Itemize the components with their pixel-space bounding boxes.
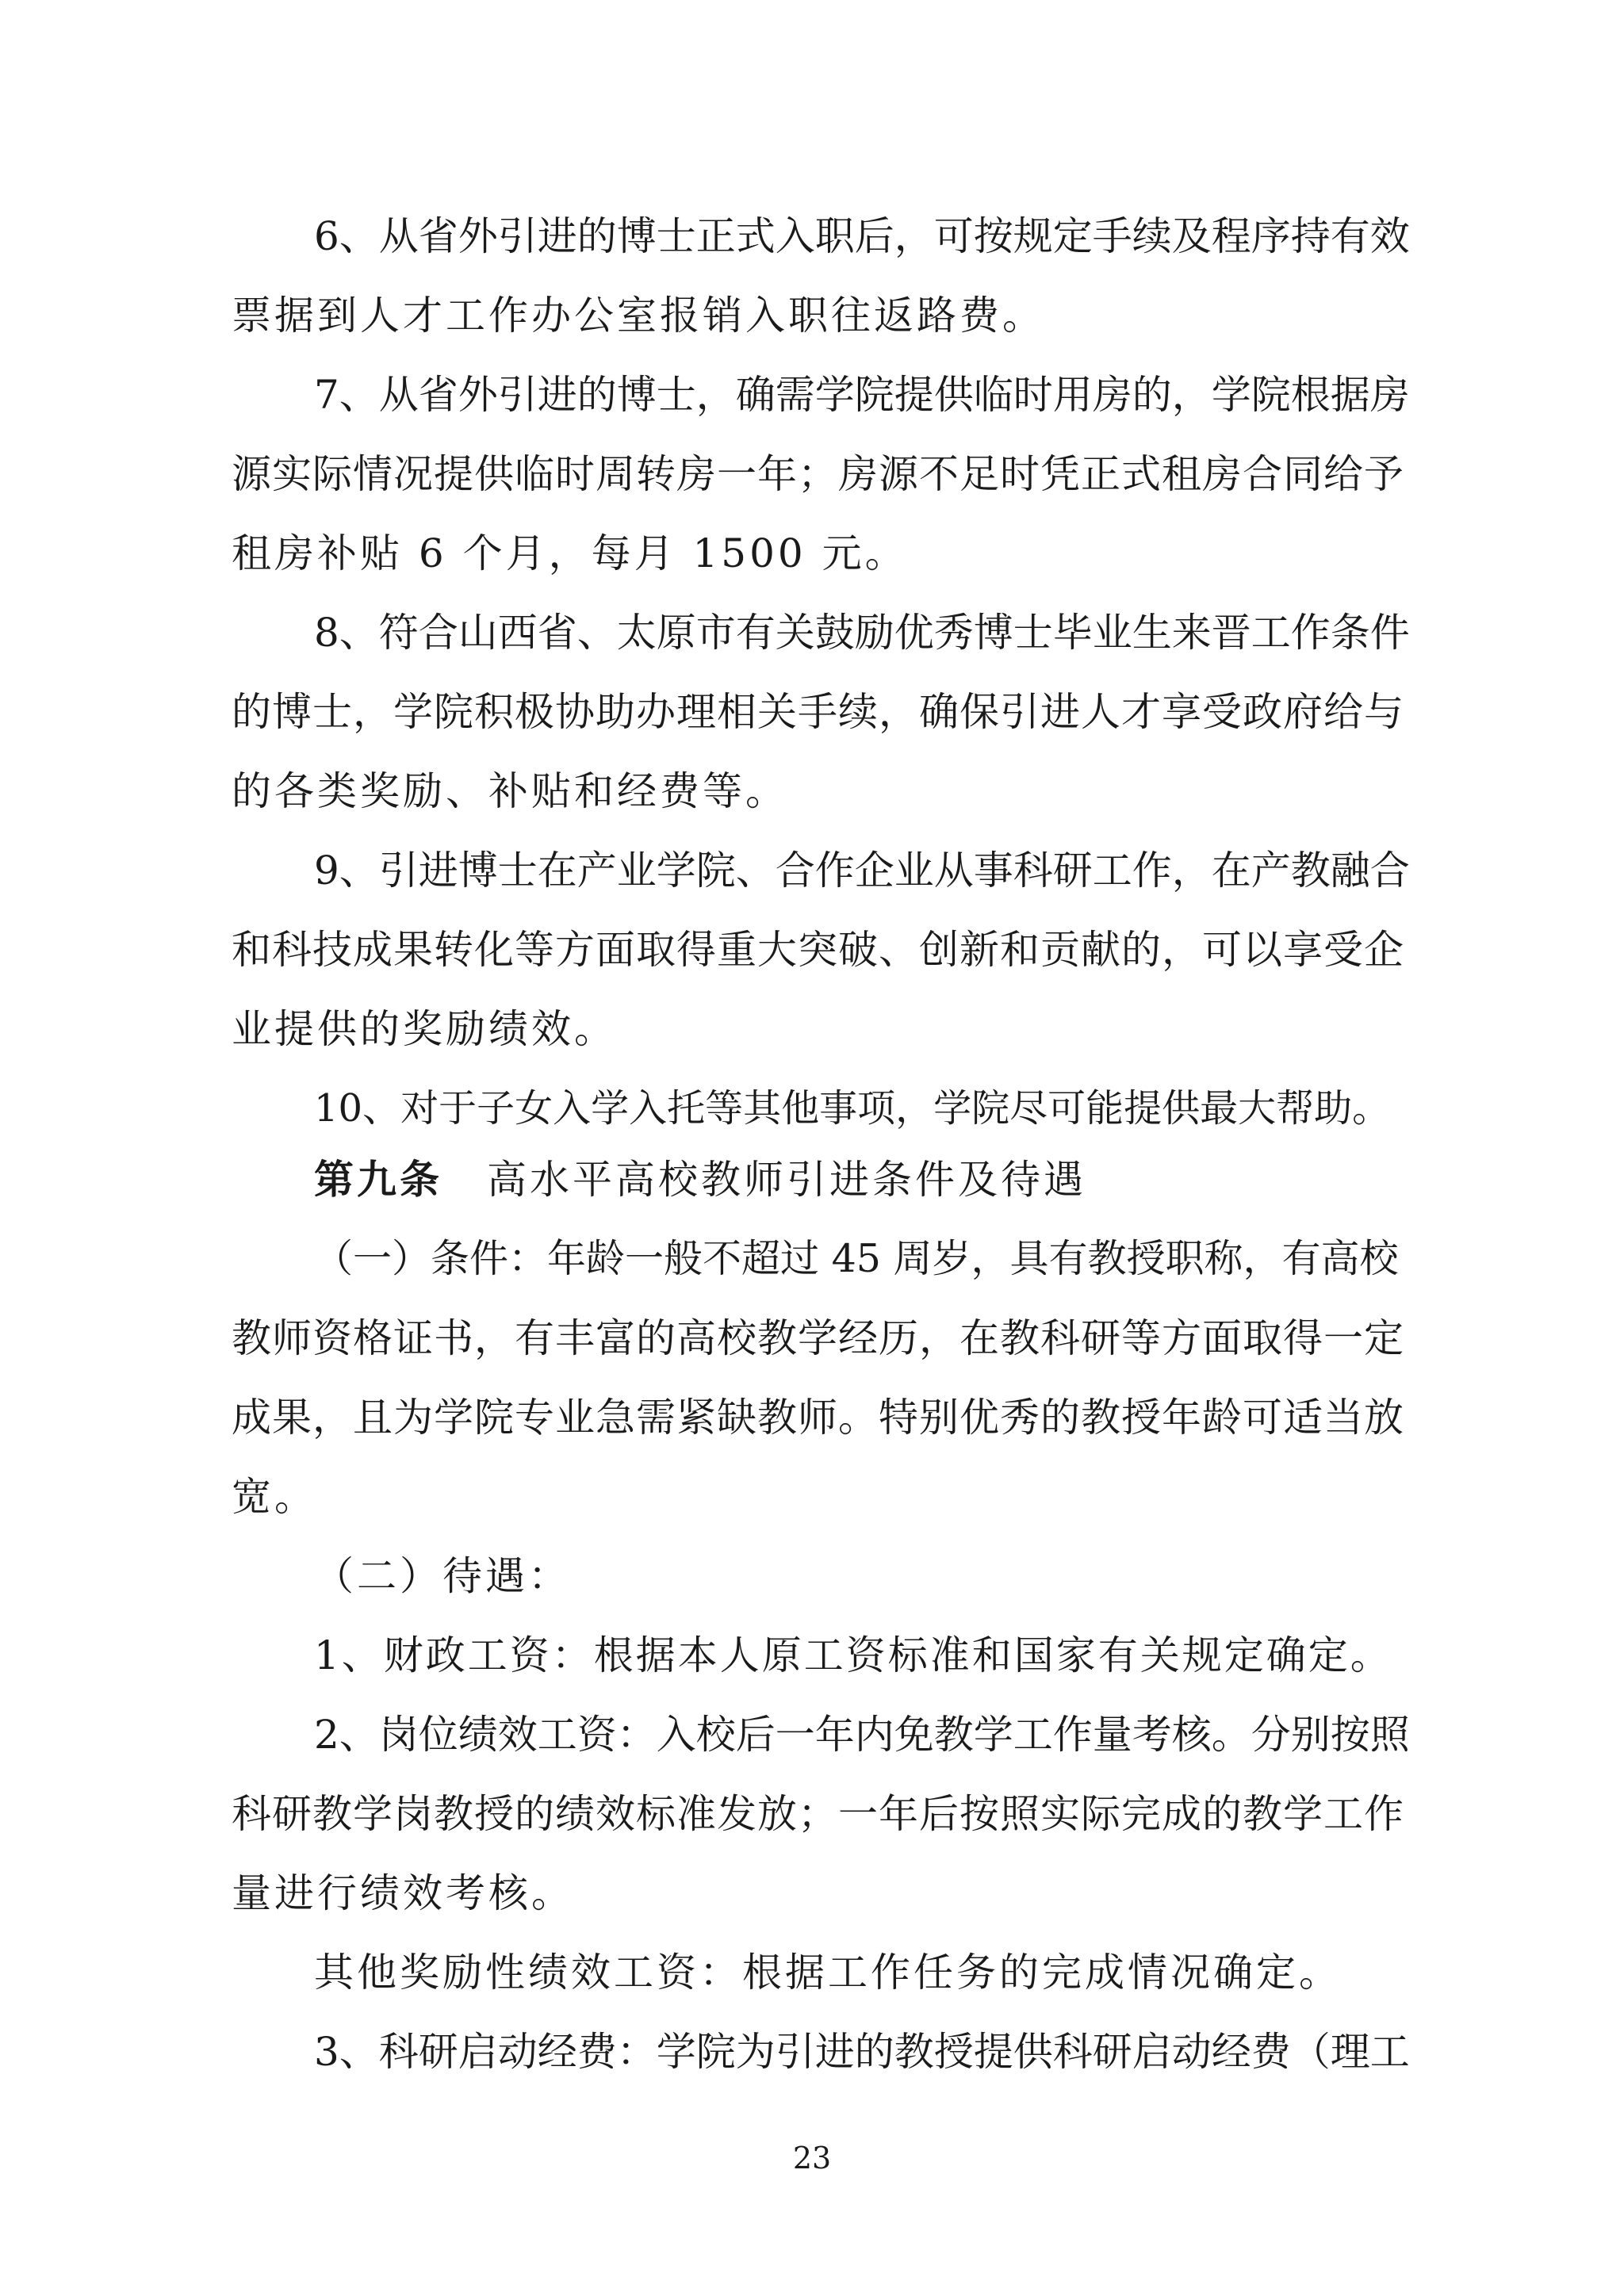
article-title: 高水平高校教师引进条件及待遇 [487, 1157, 1086, 1203]
page-number: 23 [792, 2141, 832, 2175]
paragraph-line: 8、符合山西省、太原市有关鼓励优秀博士毕业生来晋工作条件 [314, 610, 1410, 656]
article-heading [232, 1156, 1086, 1203]
paragraph-line: 源实际情况提供临时周转房一年；房源不足时凭正式租房合同给予 [232, 451, 1404, 497]
paragraph-line: 7、从省外引进的博士，确需学院提供临时用房的，学院根据房 [314, 372, 1410, 418]
paragraph-line: （二）待遇： [314, 1553, 571, 1599]
paragraph-line: 业提供的奖励绩效。 [232, 1006, 617, 1052]
paragraph-line: 其他奖励性绩效工资：根据工作任务的完成情况确定。 [314, 1950, 1342, 1996]
paragraph-line: 6、从省外引进的博士正式入职后，可按规定手续及程序持有效 [314, 213, 1410, 259]
paragraph-line: 的博士，学院积极协助办理相关手续，确保引进人才享受政府给与 [232, 689, 1404, 735]
paragraph-line: 的各类奖励、补贴和经费等。 [232, 768, 788, 814]
article-number: 第九条 [314, 1156, 442, 1203]
paragraph-line: 1、财政工资：根据本人原工资标准和国家有关规定确定。 [314, 1632, 1392, 1678]
paragraph-line: 和科技成果转化等方面取得重大突破、创新和贡献的，可以享受企 [232, 927, 1404, 973]
paragraph-line: （一）条件：年龄一般不超过 45 周岁，具有教授职称，有高校 [314, 1236, 1399, 1281]
paragraph-line: 量进行绩效考核。 [232, 1870, 574, 1916]
paragraph-line: 9、引进博士在产业学院、合作企业从事科研工作，在产教融合 [314, 848, 1410, 894]
paragraph-line: 票据到人才工作办公室报销入职往返路费。 [232, 293, 1045, 339]
paragraph-line: 2、岗位绩效工资：入校后一年内免教学工作量考核。分别按照 [314, 1712, 1410, 1758]
paragraph-line: 成果，且为学院专业急需紧缺教师。特别优秀的教授年龄可适当放 [232, 1395, 1404, 1441]
paragraph-line: 租房补贴 6 个月，每月 1500 元。 [232, 530, 908, 576]
paragraph-line: 10、对于子女入学入托等其他事项，学院尽可能提供最大帮助。 [314, 1086, 1391, 1131]
paragraph-line: 科研教学岗教授的绩效标准发放；一年后按照实际完成的教学工作 [232, 1791, 1404, 1837]
paragraph-line: 宽。 [232, 1474, 317, 1520]
paragraph-line: 教师资格证书，有丰富的高校教学经历，在教科研等方面取得一定 [232, 1315, 1404, 1361]
paragraph-line: 3、科研启动经费：学院为引进的教授提供科研启动经费（理工 [314, 2029, 1410, 2075]
